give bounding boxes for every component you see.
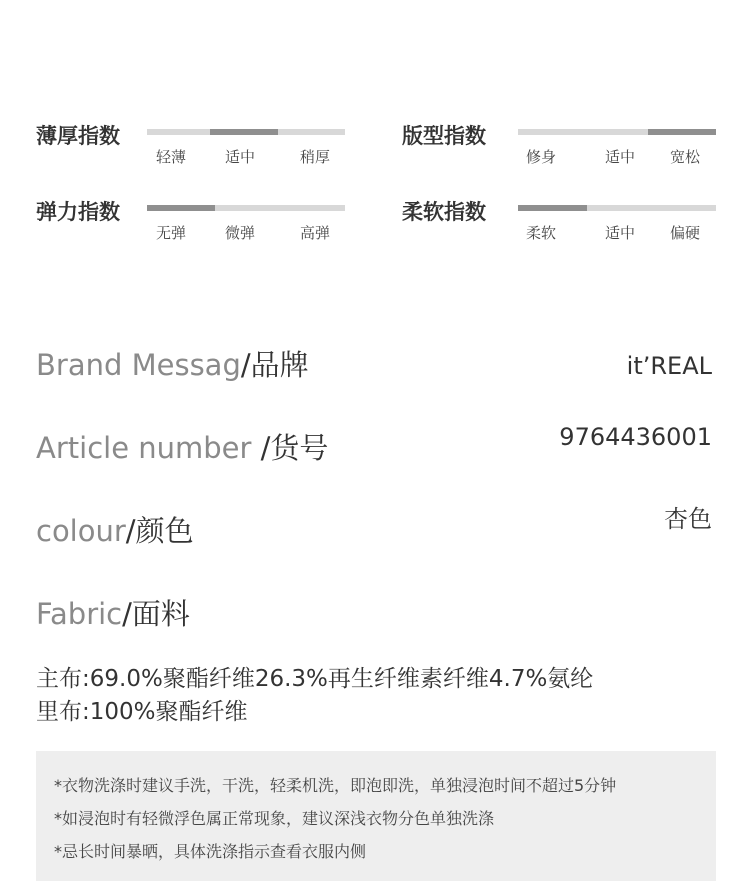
- fabric-lining: 里布:100%聚酯纤维: [36, 699, 248, 725]
- index-scale-bar: [147, 205, 345, 211]
- index-title: 弹力指数: [36, 200, 120, 224]
- fabric-label: [36, 592, 190, 633]
- index-tick: 柔软: [526, 224, 557, 242]
- index-scale-selected: [210, 129, 278, 135]
- index-scale-selected: [648, 129, 716, 135]
- index-scale-selected: [518, 205, 587, 211]
- index-scale-selected: [147, 205, 215, 211]
- index-tick: 无弹: [156, 224, 187, 242]
- index-fit: [402, 120, 718, 170]
- index-tick: 偏硬: [670, 224, 701, 242]
- fabric-label-en: Fabric: [36, 597, 123, 631]
- fabric-label-zh: /面料: [122, 597, 190, 631]
- brand-label-zh: /品牌: [240, 348, 309, 382]
- index-title: 薄厚指数: [36, 124, 120, 148]
- article-number-label-en: Article number: [36, 431, 261, 465]
- index-tick: 轻薄: [156, 148, 187, 166]
- index-tick: 适中: [605, 148, 636, 166]
- index-tick: 适中: [225, 148, 256, 166]
- index-softness: [402, 196, 718, 246]
- brand-value: it’REAL: [626, 352, 712, 380]
- index-elasticity: [36, 196, 346, 246]
- index-tick: 微弹: [225, 224, 256, 242]
- index-tick: 稍厚: [300, 148, 331, 166]
- care-line: *忌长时间暴晒，具体洗涤指示查看衣服内侧: [54, 842, 367, 861]
- care-line: *如浸泡时有轻微浮色属正常现象，建议深浅衣物分色单独洗涤: [54, 809, 495, 828]
- index-tick: 高弹: [300, 224, 331, 242]
- fabric-main: 主布:69.0%聚酯纤维26.3%再生纤维素纤维4.7%氨纶: [36, 666, 594, 692]
- index-tick: 适中: [605, 224, 636, 242]
- article-number-label-zh: /货号: [260, 431, 329, 465]
- colour-label-en: colour: [36, 514, 126, 548]
- colour-label-zh: /颜色: [125, 514, 194, 548]
- index-scale-bar: [518, 129, 716, 135]
- index-thickness: [36, 120, 346, 170]
- article-number-value: 9764436001: [559, 423, 712, 451]
- index-title: 版型指数: [402, 124, 486, 148]
- colour-value: 杏色: [664, 505, 712, 533]
- colour-label: [36, 509, 194, 550]
- index-tick: 宽松: [670, 148, 701, 166]
- care-instructions: [36, 751, 716, 881]
- index-tick: 修身: [526, 148, 557, 166]
- index-scale-bar: [518, 205, 716, 211]
- brand-label-en: Brand Messag: [36, 348, 241, 382]
- brand-label: [36, 343, 309, 384]
- index-scale-bar: [147, 129, 345, 135]
- care-line: *衣物洗涤时建议手洗，干洗，轻柔机洗，即泡即洗，单独浸泡时间不超过5分钟: [54, 776, 617, 795]
- index-title: 柔软指数: [402, 200, 486, 224]
- article-number-label: [36, 426, 328, 467]
